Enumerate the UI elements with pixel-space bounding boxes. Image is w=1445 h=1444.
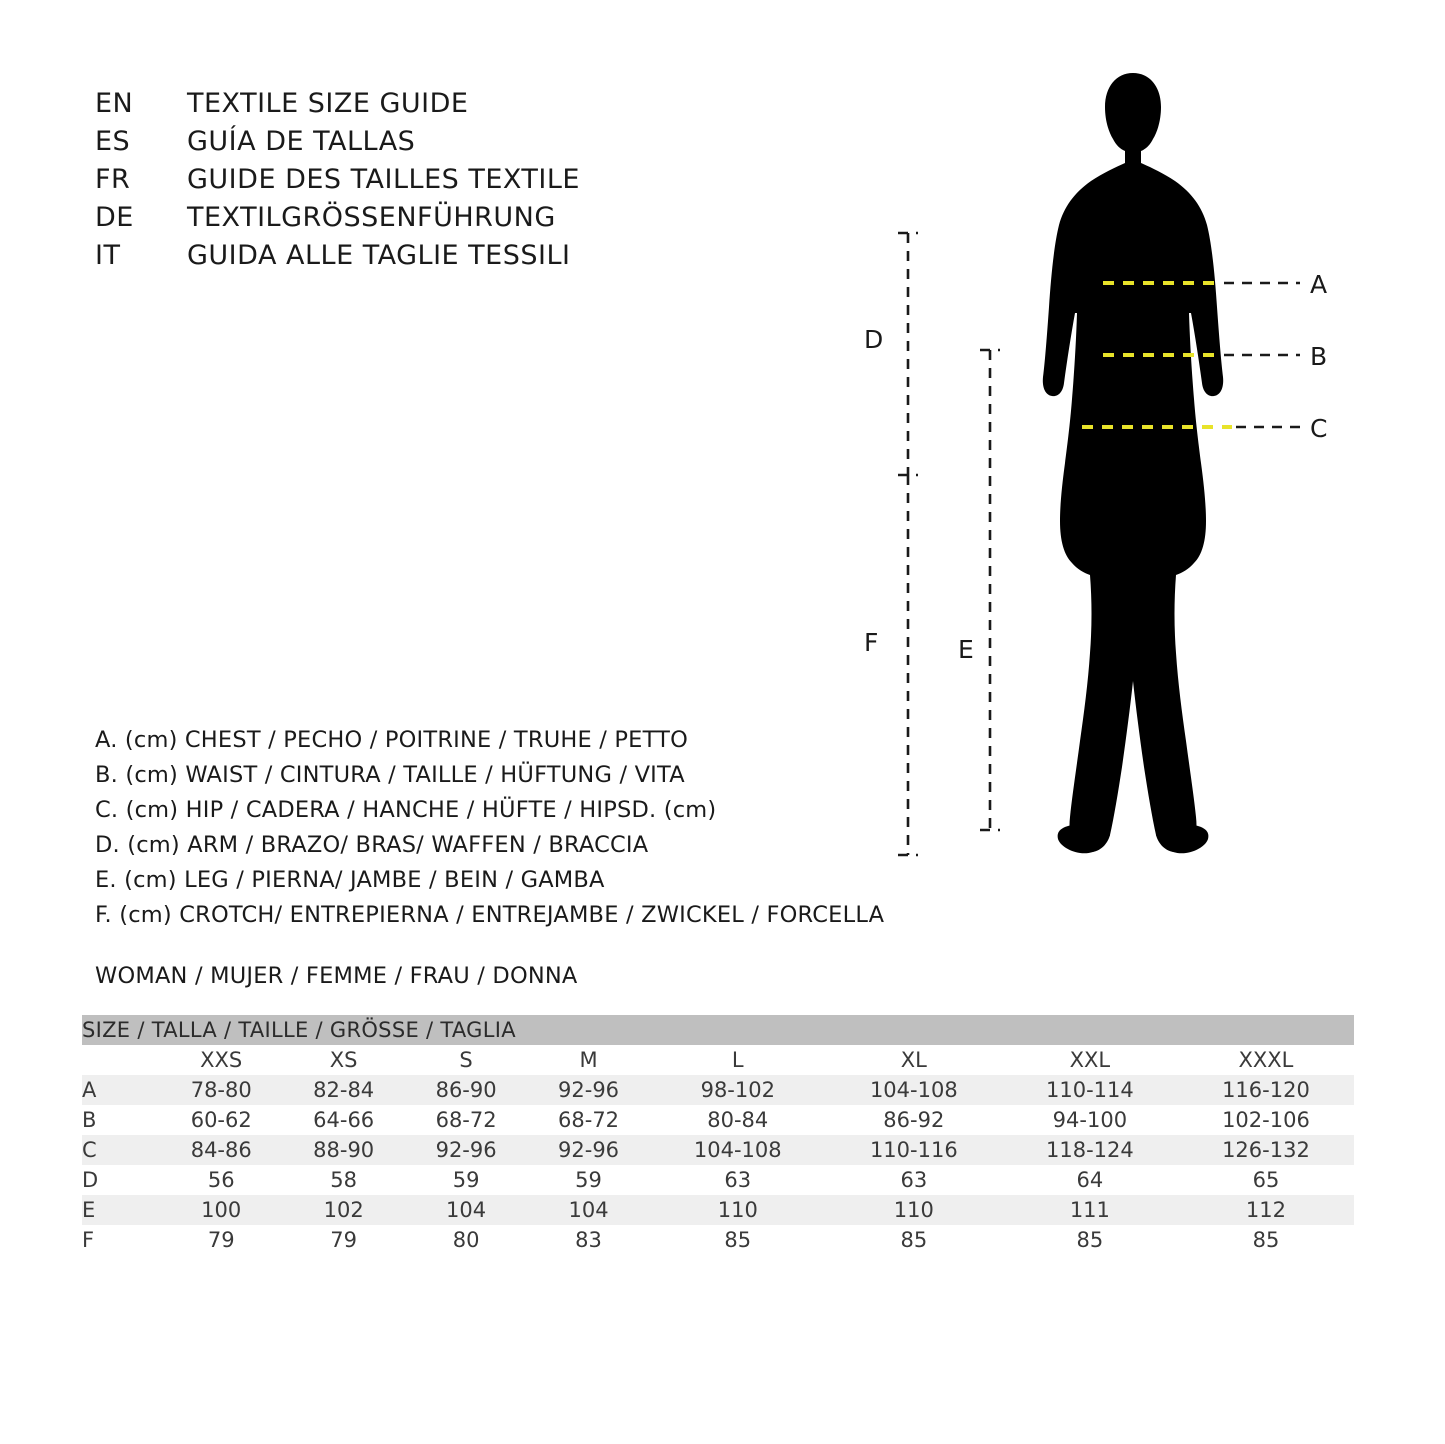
size-col-s: S: [405, 1045, 527, 1075]
group-label: WOMAN / MUJER / FEMME / FRAU / DONNA: [95, 963, 578, 989]
cell-c-xxs: 84-86: [160, 1135, 282, 1165]
table-row: [82, 1165, 1354, 1195]
cell-b-xs: 64-66: [282, 1105, 404, 1135]
title-row: [95, 202, 580, 240]
cell-f-xxl: 85: [1002, 1225, 1178, 1255]
title-text-it: GUIDA ALLE TAGLIE TESSILI: [187, 240, 571, 271]
size-col-xxxl: XXXL: [1178, 1045, 1354, 1075]
leader-lines: [1224, 283, 1300, 427]
cell-a-xs: 82-84: [282, 1075, 404, 1105]
row-label-c: C: [82, 1135, 160, 1165]
cell-a-m: 92-96: [527, 1075, 649, 1105]
cell-a-s: 86-90: [405, 1075, 527, 1105]
cell-c-xxxl: 126-132: [1178, 1135, 1354, 1165]
dim-label-a: A: [1310, 270, 1328, 299]
cell-f-l: 85: [650, 1225, 826, 1255]
dimension-lines: [898, 233, 1000, 855]
row-label-d: D: [82, 1165, 160, 1195]
cell-f-m: 83: [527, 1225, 649, 1255]
cell-b-l: 80-84: [650, 1105, 826, 1135]
cell-d-m: 59: [527, 1165, 649, 1195]
legend-item-b: B. (cm) WAIST / CINTURA / TAILLE / HÜFTUNG / VITA: [95, 762, 685, 788]
size-col-l: L: [650, 1045, 826, 1075]
table-row: [82, 1225, 1354, 1255]
cell-a-l: 98-102: [650, 1075, 826, 1105]
table-header-label: SIZE / TALLA / TAILLE / GRÖSSE / TAGLIA: [82, 1015, 1354, 1045]
row-label-a: A: [82, 1075, 160, 1105]
cell-b-xl: 86-92: [826, 1105, 1002, 1135]
size-col-m: M: [527, 1045, 649, 1075]
dim-label-f: F: [864, 628, 879, 657]
cell-b-xxl: 94-100: [1002, 1105, 1178, 1135]
table-row: [82, 1075, 1354, 1105]
size-col-xl: XL: [826, 1045, 1002, 1075]
size-col-xs: XS: [282, 1045, 404, 1075]
size-col-xxs: XXS: [160, 1045, 282, 1075]
title-text-fr: GUIDE DES TAILLES TEXTILE: [187, 164, 580, 195]
cell-e-m: 104: [527, 1195, 649, 1225]
cell-c-l: 104-108: [650, 1135, 826, 1165]
title-text-es: GUÍA DE TALLAS: [187, 126, 416, 157]
cell-f-xs: 79: [282, 1225, 404, 1255]
title-row: [95, 88, 580, 126]
title-row: [95, 240, 580, 278]
title-row: [95, 126, 580, 164]
row-label-b: B: [82, 1105, 160, 1135]
table-row: [82, 1135, 1354, 1165]
title-block: [95, 88, 580, 278]
cell-f-xxs: 79: [160, 1225, 282, 1255]
legend-block: [95, 723, 884, 933]
cell-c-xs: 88-90: [282, 1135, 404, 1165]
cell-e-xxs: 100: [160, 1195, 282, 1225]
dim-label-b: B: [1310, 342, 1328, 371]
cell-d-xxl: 64: [1002, 1165, 1178, 1195]
cell-a-xxl: 110-114: [1002, 1075, 1178, 1105]
cell-d-l: 63: [650, 1165, 826, 1195]
cell-e-s: 104: [405, 1195, 527, 1225]
table-row: [82, 1195, 1354, 1225]
cell-d-xs: 58: [282, 1165, 404, 1195]
row-label-f: F: [82, 1225, 160, 1255]
row-label-e: E: [82, 1195, 160, 1225]
cell-c-s: 92-96: [405, 1135, 527, 1165]
cell-a-xl: 104-108: [826, 1075, 1002, 1105]
cell-e-xxl: 111: [1002, 1195, 1178, 1225]
dim-label-d: D: [864, 325, 884, 354]
legend-item-e: E. (cm) LEG / PIERNA/ JAMBE / BEIN / GAMBA: [95, 867, 605, 893]
cell-d-xxxl: 65: [1178, 1165, 1354, 1195]
cell-e-l: 110: [650, 1195, 826, 1225]
measurement-diagram: [820, 55, 1400, 905]
size-table: [82, 1015, 1354, 1255]
cell-e-xl: 110: [826, 1195, 1002, 1225]
cell-c-xxl: 118-124: [1002, 1135, 1178, 1165]
title-lang-en: EN: [95, 88, 134, 119]
title-lang-de: DE: [95, 202, 134, 233]
dim-label-c: C: [1310, 414, 1328, 443]
title-row: [95, 164, 580, 202]
cell-b-xxs: 60-62: [160, 1105, 282, 1135]
cell-e-xxxl: 112: [1178, 1195, 1354, 1225]
cell-f-s: 80: [405, 1225, 527, 1255]
title-lang-it: IT: [95, 240, 121, 271]
cell-a-xxxl: 116-120: [1178, 1075, 1354, 1105]
cell-b-m: 68-72: [527, 1105, 649, 1135]
legend-item-c: C. (cm) HIP / CADERA / HANCHE / HÜFTE / HIPSD. (cm): [95, 797, 717, 823]
cell-d-xl: 63: [826, 1165, 1002, 1195]
cell-c-xl: 110-116: [826, 1135, 1002, 1165]
cell-f-xl: 85: [826, 1225, 1002, 1255]
table-header-row: [82, 1015, 1354, 1045]
size-col-xxl: XXL: [1002, 1045, 1178, 1075]
table-sizes-row: [82, 1045, 1354, 1075]
female-silhouette: [1043, 73, 1223, 853]
title-lang-es: ES: [95, 126, 131, 157]
title-text-en: TEXTILE SIZE GUIDE: [187, 88, 469, 119]
table-row: [82, 1105, 1354, 1135]
cell-f-xxxl: 85: [1178, 1225, 1354, 1255]
cell-c-m: 92-96: [527, 1135, 649, 1165]
cell-a-xxs: 78-80: [160, 1075, 282, 1105]
cell-b-s: 68-72: [405, 1105, 527, 1135]
dim-label-e: E: [958, 635, 974, 664]
title-text-de: TEXTILGRÖSSENFÜHRUNG: [187, 202, 556, 233]
size-table-wrap: [82, 1015, 1354, 1255]
cell-d-xxs: 56: [160, 1165, 282, 1195]
legend-item-f: F. (cm) CROTCH/ ENTREPIERNA / ENTREJAMBE / ZWICKEL / FORCELLA: [95, 902, 885, 928]
sizes-row-corner: [82, 1045, 160, 1075]
title-lang-fr: FR: [95, 164, 131, 195]
cell-b-xxxl: 102-106: [1178, 1105, 1354, 1135]
cell-d-s: 59: [405, 1165, 527, 1195]
legend-item-d: D. (cm) ARM / BRAZO/ BRAS/ WAFFEN / BRACCIA: [95, 832, 649, 858]
legend-item-a: A. (cm) CHEST / PECHO / POITRINE / TRUHE / PETTO: [95, 727, 688, 753]
cell-e-xs: 102: [282, 1195, 404, 1225]
